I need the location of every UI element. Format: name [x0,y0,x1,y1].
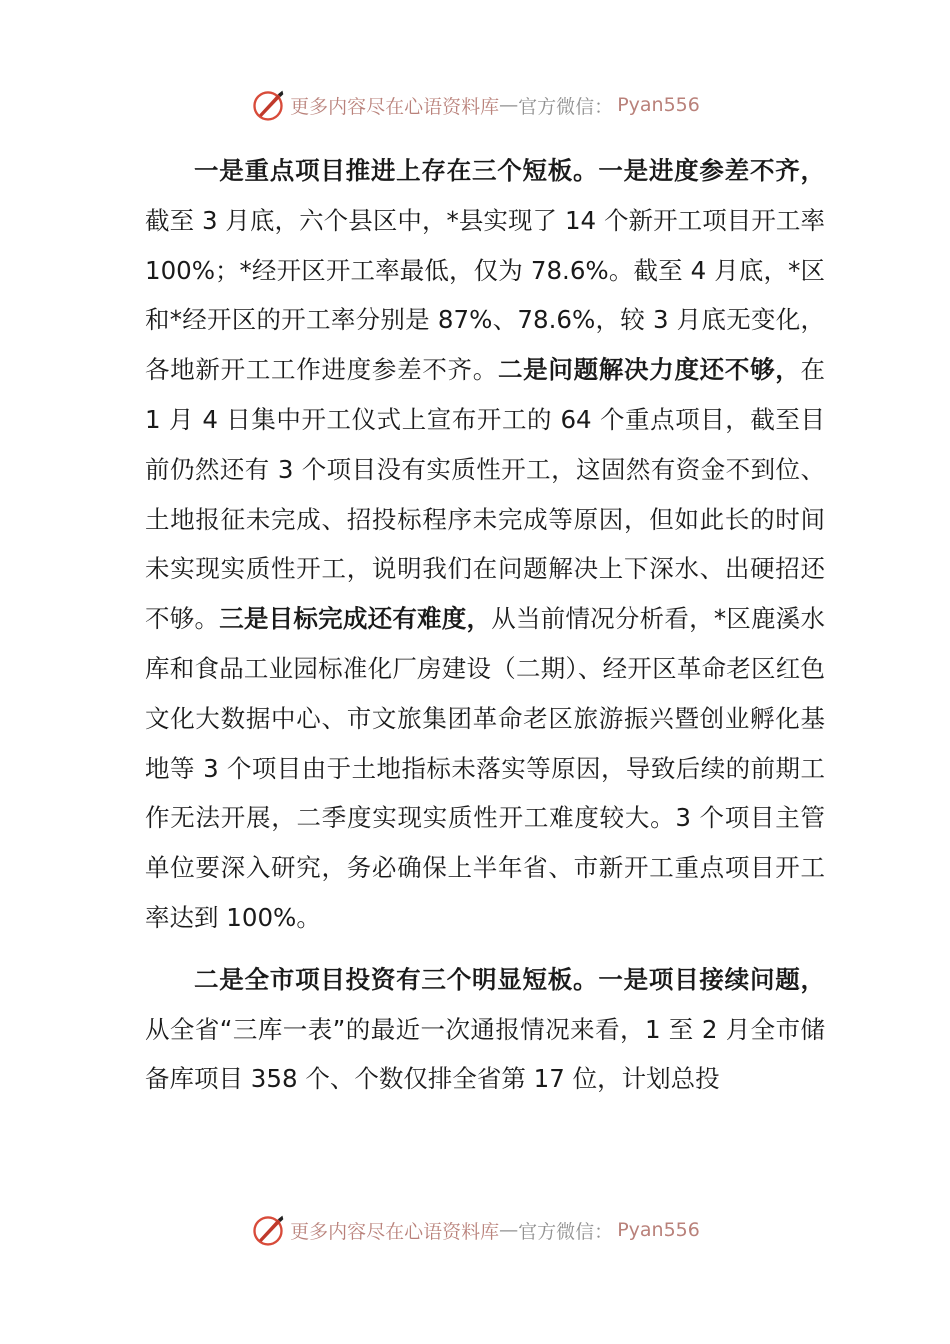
footer-wechat-id: Pyan556 [617,1219,700,1241]
heading-run: 一是重点项目推进上存在三个短板。一是进度参差不齐， [194,156,825,185]
pen-logo-icon [250,1212,286,1248]
heading-run: 三是目标完成还有难度， [219,604,492,634]
body-run: 从全省“三库一表”的最近一次通报情况来看，1 至 2 月全市储备库项目 358 个、个数仅排全省第 17 位，计划总投 [145,1014,825,1094]
body-run: 截至 3 月底，六个县区中，*县实现了 14 个新开工项目开工率 100%；*经开区开工率最低，仅为 78.6%。截至 4 月底，*区和*经开区的开工率分别是 87%、78.6%，较 3 月底无变化，各地新开工工作进度参差不齐。 [145,205,825,385]
footer-wechat-label: 官方微信： [518,1220,614,1243]
footer-brand-text: 更多内容尽在心语资料库 [290,1220,500,1243]
paragraph-2 [145,955,825,1104]
footer-dash: — [499,1219,519,1241]
heading-run: 二是全市项目投资有三个明显短板。一是项目接续问题， [194,964,825,994]
document-body [145,146,825,1104]
body-run: 从当前情况分析看，*区鹿溪水库和食品工业园标准化厂房建设（二期）、经开区革命老区红色文化大数据中心、市文旅集团革命老区旅游振兴暨创业孵化基地等 3 个项目由于土地指标未落实等原因，导致后续的前期工作无法开展，二季度实现实质性开工难度较大。3 个项目主管单位要深入研究，务必确保上半年省、市新开工重点项目开工率达到 100%。 [145,604,826,932]
header-wechat-label: 官方微信： [518,95,614,118]
paragraph-1 [145,146,825,943]
footer-watermark [0,1210,950,1250]
header-brand-text: 更多内容尽在心语资料库 [290,95,500,118]
pen-logo-icon [250,87,286,123]
header-watermark [0,85,950,125]
header-wechat-id: Pyan556 [617,94,700,116]
heading-run: 二是问题解决力度还不够， [497,355,801,385]
body-run: 在 1 月 4 日集中开工仪式上宣布开工的 64 个重点项目，截至目前仍然还有 3 个项目没有实质性开工，这固然有资金不到位、土地报征未完成、招投标程序未完成等原因，但如此长的时间未实现实质性开工，说明我们在问题解决上下深水、出硬招还不够。 [145,355,826,634]
header-dash: — [499,94,519,116]
